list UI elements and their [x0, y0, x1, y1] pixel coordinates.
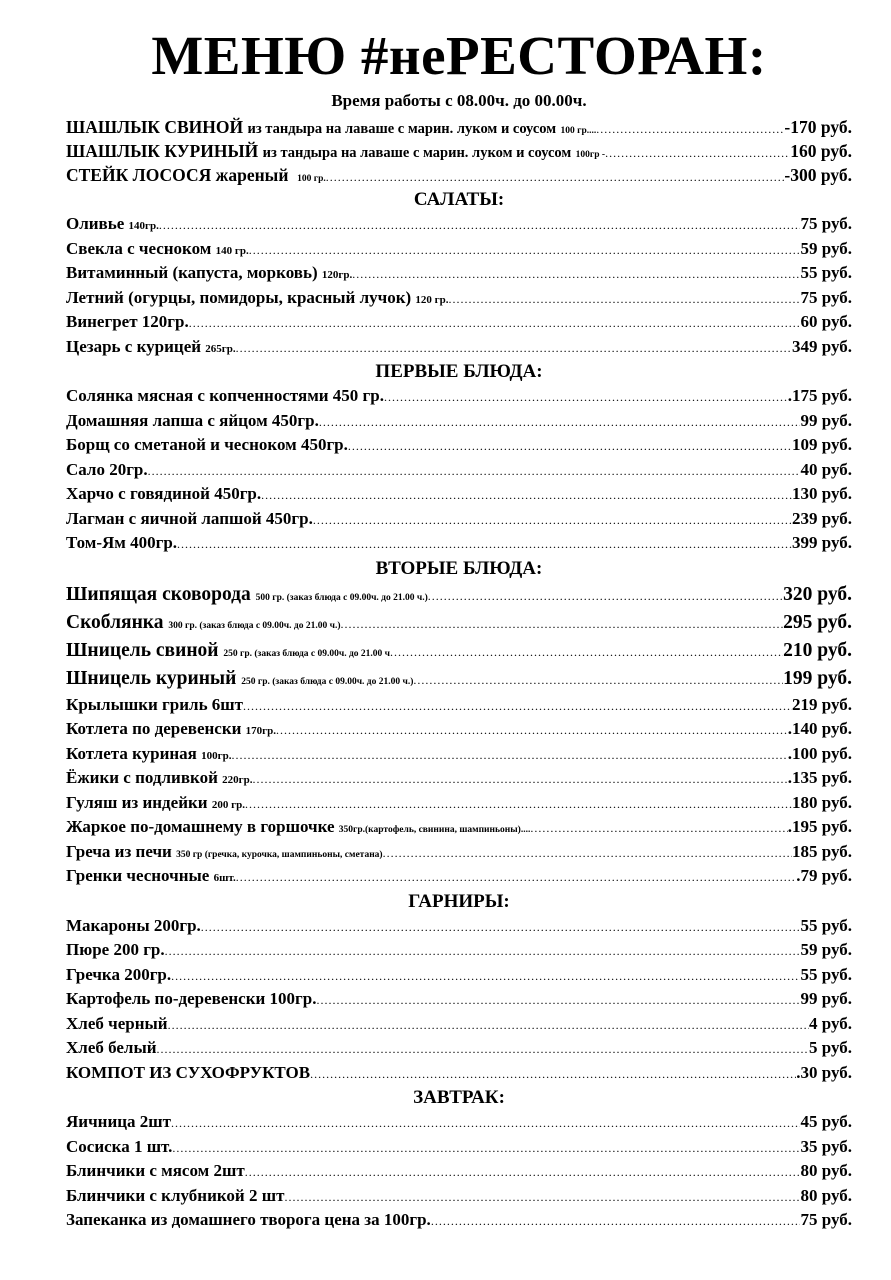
- item-name: Винегрет 120гр.: [66, 312, 189, 331]
- menu-item: [66, 693, 852, 718]
- menu-item: [66, 1061, 852, 1086]
- item-weight: 100 гр....: [560, 126, 597, 136]
- item-price: 99 руб.: [800, 989, 852, 1008]
- menu-item: [66, 163, 852, 187]
- leader-dots: [596, 115, 784, 141]
- opening-hours: Время работы с 08.00ч. до 00.00ч.: [331, 91, 587, 110]
- menu-title: МЕНЮ #неРЕСТОРАН:: [151, 25, 767, 86]
- menu-item: [66, 335, 852, 360]
- section-title: ЗАВТРАК:: [413, 1087, 505, 1108]
- intro-list: [66, 115, 852, 187]
- item-weight: 400гр.: [130, 533, 178, 552]
- section-title: САЛАТЫ:: [413, 189, 505, 210]
- item-name: Сосиска 1 шт.: [66, 1136, 173, 1156]
- menu-item: [66, 409, 852, 434]
- item-price: 80 руб.: [800, 1161, 852, 1180]
- item-desc: из тандыра на лаваше с марин. луком и соусом: [262, 145, 572, 161]
- menu-item: [66, 531, 852, 556]
- item-name: Шницель свиной: [66, 639, 219, 661]
- menu-item: [66, 310, 852, 335]
- menu-item: [66, 1012, 852, 1037]
- item-name: Блинчики с клубникой 2 шт: [66, 1185, 285, 1205]
- leader-dots: [148, 458, 801, 484]
- menu-item: [66, 717, 852, 742]
- leader-dots: [253, 766, 788, 792]
- item-name: Запеканка из домашнего творога: [66, 1210, 321, 1229]
- item-price: 40 руб.: [800, 459, 852, 479]
- item-price: 55 руб.: [800, 915, 852, 935]
- leader-dots: [352, 261, 800, 287]
- item-price: .30 руб.: [796, 1062, 852, 1082]
- item-name: Картофель по-деревенски 100гр.: [66, 989, 317, 1008]
- item-name: Блинчики с мясом 2шт: [66, 1161, 245, 1180]
- item-price: 219 руб.: [791, 694, 852, 714]
- item-name: Жаркое по-домашнему в горшочке: [66, 817, 335, 836]
- item-weight: 250 гр. (заказ блюда с 09.00ч. до 21.00 ч.): [241, 676, 414, 687]
- leader-dots: [431, 1208, 801, 1234]
- item-name: Витаминный (капуста, морковь): [66, 263, 318, 282]
- leader-dots: [168, 1012, 809, 1038]
- menu-item: [66, 458, 852, 483]
- item-weight: цена за 100гр.: [324, 1210, 431, 1229]
- menu-item: [66, 1184, 852, 1209]
- menu-item: [66, 1159, 852, 1184]
- leader-dots: [189, 310, 801, 336]
- item-price: 75 руб.: [800, 214, 852, 233]
- leader-dots: [310, 1061, 796, 1087]
- leader-dots: [249, 237, 801, 263]
- menu-item: [66, 286, 852, 311]
- item-name: Гренки чесночные: [66, 866, 210, 885]
- item-name: Шипящая сковорода: [66, 583, 251, 605]
- leader-dots: [159, 212, 801, 238]
- item-price: 295 руб.: [783, 611, 852, 633]
- item-price: 60 руб.: [800, 312, 852, 331]
- menu-item: [66, 791, 852, 816]
- leader-dots: [172, 1135, 800, 1161]
- section-title: ГАРНИРЫ:: [408, 890, 510, 912]
- item-price: 320 руб.: [783, 583, 852, 605]
- leader-dots: [232, 742, 788, 768]
- leader-dots: [348, 433, 792, 459]
- leader-dots: [313, 507, 792, 533]
- item-price: -170 руб.: [784, 117, 852, 137]
- item-name: Свекла с чесноком: [66, 238, 212, 258]
- menu-item: [66, 987, 852, 1012]
- item-weight: 170гр.: [245, 725, 277, 737]
- leader-dots: [284, 1184, 800, 1210]
- item-weight: 120 гр.: [415, 293, 449, 306]
- menu-item: [66, 766, 852, 791]
- item-name: Домашняя лапша с яйцом 450гр.: [66, 410, 319, 430]
- item-price: 199 руб.: [783, 667, 852, 689]
- item-name: ШАШЛЫК СВИНОЙ: [66, 117, 244, 137]
- item-price: 399 руб.: [791, 533, 852, 552]
- item-weight: 100гр -: [575, 150, 606, 160]
- item-price: 75 руб.: [800, 1210, 852, 1229]
- menu-item: [66, 840, 852, 865]
- item-price: .135 руб.: [787, 768, 852, 787]
- item-price: 4 руб.: [808, 1013, 852, 1033]
- item-name: Харчо с говядиной 450гр.: [66, 484, 262, 503]
- item-price: 55 руб.: [800, 263, 852, 282]
- item-weight: 6шт.: [213, 872, 236, 884]
- item-weight: 350гр.(картофель, свинина, шампиньоны)....: [338, 825, 531, 835]
- item-name: Яичница 2шт: [66, 1112, 171, 1131]
- menu-item: [66, 139, 852, 163]
- item-price: 5 руб.: [808, 1038, 852, 1057]
- leader-dots: [236, 335, 792, 361]
- item-weight: 265гр.: [205, 342, 236, 355]
- menu-item: [66, 938, 852, 963]
- item-name: Летний (огурцы, помидоры, красный лучок): [66, 287, 412, 307]
- menu-item: [66, 115, 852, 139]
- item-weight: 220гр.: [222, 774, 253, 786]
- leader-dots: [245, 1159, 801, 1185]
- item-price: .195 руб.: [787, 817, 852, 836]
- menu-item: [66, 963, 852, 988]
- item-price: 59 руб.: [800, 238, 852, 258]
- menu-item: [66, 914, 852, 939]
- menu-item: [66, 261, 852, 286]
- leader-dots: [319, 409, 801, 435]
- item-price: 185 руб.: [791, 841, 852, 861]
- leader-dots: [201, 914, 801, 940]
- item-name: Скоблянка: [66, 611, 164, 633]
- item-name: Шницель куриный: [66, 667, 237, 689]
- item-price: 180 руб.: [791, 792, 852, 812]
- item-desc: жареный: [215, 165, 289, 185]
- item-price: 160 руб.: [790, 141, 852, 161]
- menu-item: [66, 815, 852, 840]
- item-weight: 200 гр.: [211, 798, 245, 811]
- leader-dots: [157, 1036, 809, 1062]
- item-price: 349 руб.: [791, 336, 852, 356]
- leader-dots: [171, 963, 800, 989]
- menu-item: [66, 609, 852, 637]
- item-name: Котлета по деревенски: [66, 719, 242, 738]
- leader-dots: [243, 693, 792, 719]
- item-weight: 100гр.: [201, 749, 232, 762]
- item-price: .79 руб.: [796, 866, 852, 885]
- item-price: 109 руб.: [791, 435, 852, 454]
- menu-sections: [66, 187, 852, 1233]
- leader-dots: [261, 482, 792, 508]
- leader-dots: [383, 840, 792, 866]
- item-name: Том-Ям: [66, 533, 126, 552]
- item-name: Гуляш из индейки: [66, 792, 208, 812]
- item-name: Греча из печи: [66, 841, 172, 861]
- menu-item: [66, 237, 852, 262]
- item-weight: 100 гр.: [297, 174, 326, 184]
- item-weight: 140 гр.: [215, 244, 249, 257]
- item-name: Цезарь с курицей: [66, 336, 202, 356]
- item-price: 55 руб.: [800, 964, 852, 984]
- item-name: КОМПОТ ИЗ СУХОФРУКТОВ: [66, 1062, 311, 1082]
- item-price: 45 руб.: [800, 1112, 852, 1131]
- item-name: Сало 20гр.: [66, 459, 148, 479]
- item-price: 210 руб.: [783, 639, 852, 661]
- item-price: 35 руб.: [800, 1136, 852, 1156]
- item-price: .100 руб.: [787, 743, 852, 763]
- item-name: Солянка мясная с копченностями 450 гр.: [66, 386, 384, 405]
- item-price: 80 руб.: [800, 1185, 852, 1205]
- leader-dots: [390, 637, 783, 666]
- item-weight: 140гр.: [128, 220, 159, 232]
- menu-item: [66, 1208, 852, 1233]
- item-price: 75 руб.: [800, 287, 852, 307]
- menu-item: [66, 637, 852, 665]
- leader-dots: [276, 717, 788, 743]
- item-name: Оливье: [66, 214, 125, 233]
- menu-item: [66, 482, 852, 507]
- item-name: Гречка 200гр.: [66, 964, 172, 984]
- item-weight: 300 гр. (заказ блюда с 09.00ч. до 21.00 ч.): [168, 620, 341, 631]
- item-name: Лагман с яичной лапшой 450гр.: [66, 508, 313, 528]
- leader-dots: [428, 581, 783, 610]
- menu-item: [66, 1110, 852, 1135]
- item-desc: из тандыра на лаваше с марин. луком и соусом: [247, 121, 557, 137]
- item-name: Пюре 200 гр.: [66, 940, 165, 959]
- menu-item: [66, 581, 852, 609]
- item-name: Котлета куриная: [66, 743, 197, 763]
- item-name: СТЕЙК ЛОСОСЯ: [66, 165, 212, 185]
- menu-item: [66, 742, 852, 767]
- leader-dots: [326, 163, 785, 189]
- item-price: .140 руб.: [787, 719, 852, 738]
- item-name: Хлеб белый: [66, 1038, 157, 1057]
- item-price: 130 руб.: [791, 484, 852, 503]
- leader-dots: [605, 139, 790, 165]
- leader-dots: [341, 609, 784, 638]
- item-weight: 250 гр. (заказ блюда с 09.00ч. до 21.00 ч: [223, 648, 391, 659]
- section-title: ВТОРЫЕ БЛЮДА:: [375, 557, 543, 579]
- item-name: Ёжики с подливкой: [66, 768, 218, 787]
- item-name: Крылышки гриль 6шт: [66, 694, 244, 714]
- item-price: -300 руб.: [784, 165, 852, 185]
- leader-dots: [530, 815, 787, 841]
- menu-item: [66, 665, 852, 693]
- item-price: 239 руб.: [791, 508, 852, 528]
- leader-dots: [236, 864, 797, 890]
- leader-dots: [384, 384, 788, 410]
- item-weight: 500 гр. (заказ блюда с 09.00ч. до 21.00 ч.): [255, 592, 428, 603]
- item-weight: 120гр.: [321, 269, 353, 281]
- leader-dots: [165, 938, 801, 964]
- item-name: Борщ со сметаной и чесноком 450гр.: [66, 435, 348, 454]
- menu-page: [66, 22, 852, 1233]
- section-title: ПЕРВЫЕ БЛЮДА:: [375, 361, 543, 382]
- menu-item: [66, 864, 852, 889]
- leader-dots: [171, 1110, 800, 1136]
- menu-item: [66, 507, 852, 532]
- menu-item: [66, 1135, 852, 1160]
- item-price: 59 руб.: [800, 940, 852, 959]
- item-price: 99 руб.: [800, 410, 852, 430]
- menu-item: [66, 433, 852, 458]
- item-weight: 350 гр (гречка, курочка, шампиньоны, сметана): [176, 849, 383, 860]
- menu-item: [66, 1036, 852, 1061]
- leader-dots: [177, 531, 792, 557]
- item-price: .175 руб.: [787, 386, 852, 405]
- item-name: ШАШЛЫК КУРИНЫЙ: [66, 141, 259, 161]
- leader-dots: [316, 987, 800, 1013]
- leader-dots: [449, 286, 801, 312]
- leader-dots: [413, 665, 783, 694]
- item-name: Хлеб черный: [66, 1013, 168, 1033]
- leader-dots: [245, 791, 792, 817]
- menu-item: [66, 384, 852, 409]
- menu-item: [66, 212, 852, 237]
- item-name: Макароны 200гр.: [66, 915, 201, 935]
